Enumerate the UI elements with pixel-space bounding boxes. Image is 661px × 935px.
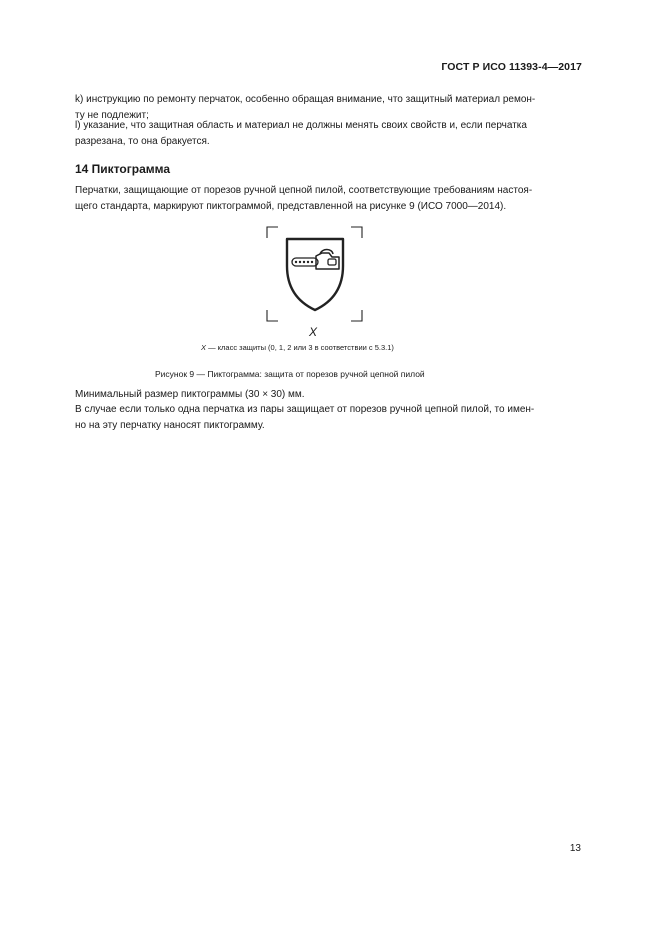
page-number: 13	[569, 843, 581, 854]
document-standard-code: ГОСТ Р ИСО 11393-4—2017	[441, 61, 582, 73]
list-item-l	[75, 118, 585, 149]
section-heading: 14 Пиктограмма	[75, 162, 171, 176]
list-item-line: разрезана, то она бракуется.	[75, 135, 210, 147]
closing-min-size	[75, 387, 585, 403]
chainsaw-pictogram	[266, 226, 364, 322]
list-item-line: l) указание, что защитная область и материал не должны менять своих свойств и, если перчатка	[75, 120, 527, 131]
figure-legend	[201, 343, 394, 352]
intro-line: щего стандарта, маркируют пиктограммой, представленной на рисунке 9 (ИСО 7000—2014).	[75, 200, 507, 212]
chainsaw-shield-icon	[266, 226, 364, 322]
figure-protection-class-symbol: X	[309, 325, 318, 339]
legend-text: — класс защиты (0, 1, 2 или 3 в соответствии с 5.3.1)	[206, 343, 394, 352]
figure-caption: Рисунок 9 — Пиктограмма: защита от порезов ручной цепной пилой	[155, 369, 425, 379]
closing-line: но на эту перчатку наносят пиктограмму.	[75, 419, 265, 431]
closing-line: В случае если только одна перчатка из пары защищает от порезов ручной цепной пилой, то имен-	[75, 404, 535, 415]
legend-variable: X	[201, 343, 207, 352]
closing-rule	[75, 402, 585, 433]
intro-line: Перчатки, защищающие от порезов ручной цепной пилой, соответствующие требованиям настоя-	[75, 185, 533, 196]
list-item-line: ту не подлежит;	[75, 109, 149, 121]
section-intro	[75, 183, 585, 214]
closing-line: Минимальный размер пиктограммы (30 × 30) мм.	[75, 389, 305, 400]
list-item-line: k) инструкцию по ремонту перчаток, особенно обращая внимание, что защитный материал ремон-	[75, 94, 536, 105]
